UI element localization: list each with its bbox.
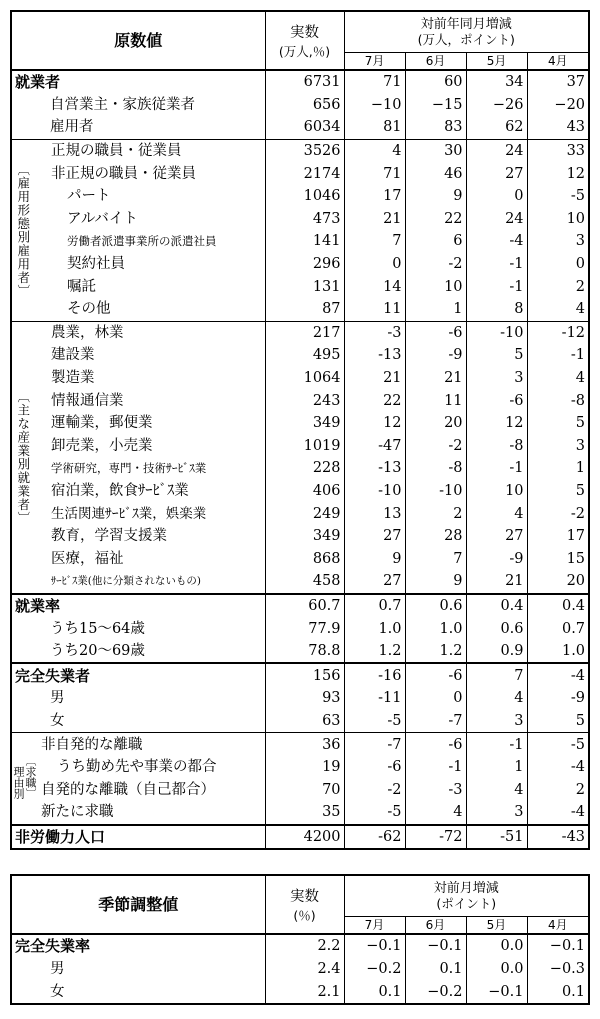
table-row: 非労働力人口 4200 -62 -72 -51 -43	[11, 825, 589, 850]
table-title: 季節調整値	[11, 875, 265, 934]
table-row: その他 87 11 1 8 4	[11, 298, 589, 321]
table-row: パート 1046 17 9 0 -5	[11, 185, 589, 208]
value-header: 実数 (％)	[265, 875, 344, 934]
table-row: 情報通信業 243 22 11 -6 -8	[11, 389, 589, 412]
table-row: 就業者 6731 71 60 34 37	[11, 70, 589, 94]
table-row: うち20〜69歳 78.8 1.2 1.2 0.9 1.0	[11, 640, 589, 664]
month-header: 4月	[527, 917, 589, 935]
original-values-table	[10, 10, 590, 850]
table-row: 嘱託 131 14 10 -1 2	[11, 275, 589, 298]
table-row: 雇用者 6034 81 83 62 43	[11, 116, 589, 139]
table-row: 契約社員 296 0 -2 -1 0	[11, 253, 589, 276]
table-row: 製造業 1064 21 21 3 4	[11, 367, 589, 390]
table-row: 建設業 495 -13 -9 5 -1	[11, 344, 589, 367]
month-header: 7月	[344, 917, 405, 935]
table-title: 原数値	[11, 11, 265, 70]
table-row: 〔主な産業別就業者〕 農業，林業 217 -3 -6 -10 -12	[11, 321, 589, 344]
table-row: ｻｰﾋﾞｽ業(他に分類されないもの) 458 27 9 21 20	[11, 570, 589, 594]
table-row: 完全失業率 2.2 −0.1 −0.1 0.0 −0.1	[11, 934, 589, 958]
table-row: うち15〜64歳 77.9 1.0 1.0 0.6 0.7	[11, 617, 589, 640]
table-row: 学術研究，専門・技術ｻｰﾋﾞｽ業 228 -13 -8 -1 1	[11, 457, 589, 480]
table-row: うち勤め先や事業の都合 19 -6 -1 1 -4	[11, 756, 589, 779]
table-row: 理由別〔求職〕 非自発的な離職 36 -7 -6 -1 -5	[11, 733, 589, 756]
change-header: 対前年同月増減 (万人，ポイント)	[344, 11, 589, 53]
month-header: 6月	[405, 53, 466, 71]
table-row: 就業率 60.7 0.7 0.6 0.4 0.4	[11, 594, 589, 618]
month-header: 6月	[405, 917, 466, 935]
month-header: 4月	[527, 53, 589, 71]
table-row: 自営業主・家族従業者 656 −10 −15 −26 −20	[11, 94, 589, 117]
table-row: 生活関連ｻｰﾋﾞｽ業，娯楽業 249 13 2 4 -2	[11, 502, 589, 525]
month-header: 5月	[466, 53, 527, 71]
table-row: 卸売業，小売業 1019 -47 -2 -8 3	[11, 435, 589, 458]
table-row: 男 93 -11 0 4 -9	[11, 687, 589, 710]
table-row: アルバイト 473 21 22 24 10	[11, 208, 589, 231]
table-row: 非正規の職員・従業員 2174 71 46 27 12	[11, 162, 589, 185]
table-header-row	[11, 11, 589, 53]
table-row: 完全失業者 156 -16 -6 7 -4	[11, 663, 589, 687]
seasonally-adjusted-table	[10, 874, 590, 1005]
group-label-reason: 理由別〔求職〕	[11, 733, 33, 825]
page	[10, 10, 588, 1005]
value-header: 実数 (万人,％)	[265, 11, 344, 70]
group-label-industry: 〔主な産業別就業者〕	[11, 321, 33, 594]
table-row: 男 2.4 −0.2 0.1 0.0 −0.3	[11, 958, 589, 981]
change-header: 対前月増減 (ポイント)	[344, 875, 589, 917]
table-row: 自発的な離職（自己都合） 70 -2 -3 4 2	[11, 778, 589, 801]
table-row: 教育，学習支援業 349 27 28 27 17	[11, 525, 589, 548]
table-row: 医療，福祉 868 9 7 -9 15	[11, 547, 589, 570]
spacer	[10, 850, 588, 874]
table-row: 運輸業，郵便業 349 12 20 12 5	[11, 412, 589, 435]
month-header: 7月	[344, 53, 405, 71]
table-row: 女 2.1 0.1 −0.2 −0.1 0.1	[11, 980, 589, 1004]
table-row: 〔雇用形態別雇用者〕 正規の職員・従業員 3526 4 30 24 33	[11, 139, 589, 162]
table-header-row	[11, 875, 589, 917]
table-row: 労働者派遣事業所の派遣社員 141 7 6 -4 3	[11, 230, 589, 253]
group-label-employment-type: 〔雇用形態別雇用者〕	[11, 139, 33, 321]
table-row: 女 63 -5 -7 3 5	[11, 710, 589, 733]
table-row: 新たに求職 35 -5 4 3 -4	[11, 801, 589, 825]
month-header: 5月	[466, 917, 527, 935]
table-row: 宿泊業，飲食ｻｰﾋﾞｽ業 406 -10 -10 10 5	[11, 480, 589, 503]
